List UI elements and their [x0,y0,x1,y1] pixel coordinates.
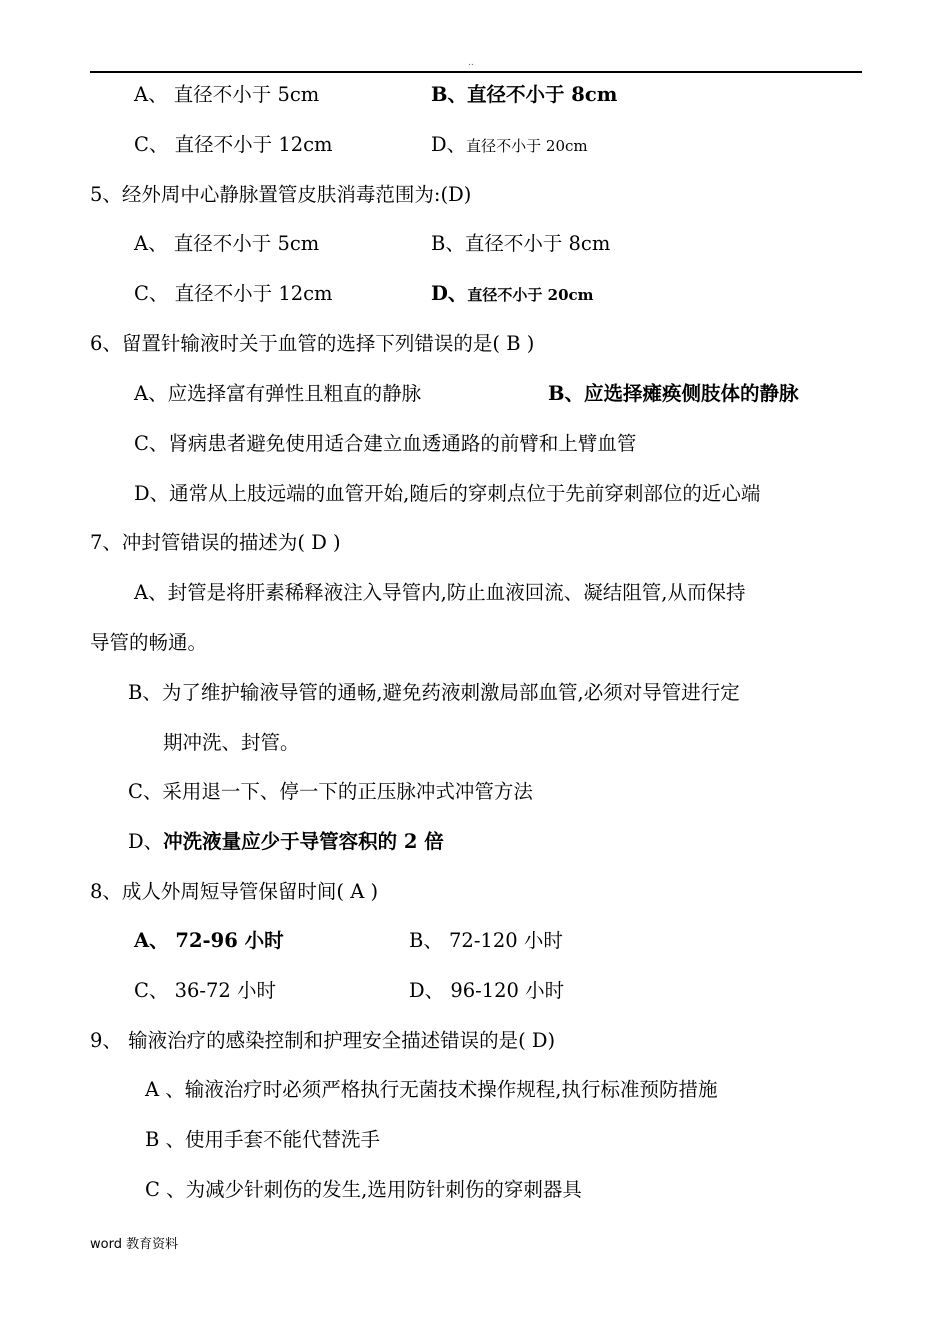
q6-option-b: B、应选择瘫痪侧肢体的静脉 [548,382,799,405]
q9-option-a: A 、输液治疗时必须严格执行无菌技术操作规程,执行标准预防措施 [145,1078,718,1101]
q5-option-a: A、 直径不小于 5cm [134,232,320,255]
q8-option-b: B、 72-120 小时 [409,929,563,952]
q7-option-c: C、采用退一下、停一下的正压脉冲式冲管方法 [128,780,533,803]
q5-option-d-letter: D、 [431,282,468,305]
q4-option-b: B、直径不小于 8cm [431,83,618,106]
q4-option-d [431,132,588,159]
q5-option-d [431,281,594,308]
q6-stem: 6、留置针输液时关于血管的选择下列错误的是( B ) [90,332,535,355]
q9-stem: 9、 输液治疗的感染控制和护理安全描述错误的是( D) [90,1029,556,1052]
q9-option-b: B 、使用手套不能代替洗手 [145,1128,381,1151]
q7-option-a-line1: A、封管是将肝素稀释液注入导管内,防止血液回流、凝结阻管,从而保持 [134,581,746,604]
q6-option-a: A、应选择富有弹性且粗直的静脉 [134,382,422,405]
q4-option-a: A、 直径不小于 5cm [134,83,320,106]
q4-option-d-text: 直径不小于 20cm [466,137,588,155]
q7-option-b-line2: 期冲洗、封管。 [163,731,300,754]
q8-option-a: A、 72-96 小时 [134,929,284,952]
q5-option-b: B、直径不小于 8cm [431,232,611,255]
q7-option-b-line1: B、为了维护输液导管的通畅,避免药液刺激局部血管,必须对导管进行定 [128,681,740,704]
q4-option-d-letter: D、 [431,133,467,156]
q7-option-d-letter: D、 [128,830,164,853]
q5-option-d-text: 直径不小于 20cm [467,286,594,304]
q7-stem: 7、冲封管错误的描述为( D ) [90,531,341,554]
q8-stem: 8、成人外周短导管保留时间( A ) [90,880,379,903]
q6-option-d: D、通常从上肢远端的血管开始,随后的穿刺点位于先前穿刺部位的近心端 [134,482,761,505]
q5-stem: 5、经外周中心静脉置管皮肤消毒范围为:(D) [90,183,472,206]
q9-option-c: C 、为减少针刺伤的发生,选用防针刺伤的穿刺器具 [145,1178,582,1201]
header-rule [90,71,862,73]
q7-option-d [128,829,444,855]
q7-option-a-line2: 导管的畅通。 [90,631,208,654]
q8-option-c: C、 36-72 小时 [134,979,277,1002]
q8-option-d: D、 96-120 小时 [409,979,565,1002]
q5-option-c: C、 直径不小于 12cm [134,282,333,305]
header-mark: .. [468,58,474,68]
q4-option-c: C、 直径不小于 12cm [134,133,333,156]
q6-option-c: C、肾病患者避免使用适合建立血透通路的前臂和上臂血管 [134,432,637,455]
footer-text: word 教育资料 [90,1237,179,1252]
q7-option-d-text: 冲洗液量应少于导管容积的 2 倍 [163,830,444,853]
